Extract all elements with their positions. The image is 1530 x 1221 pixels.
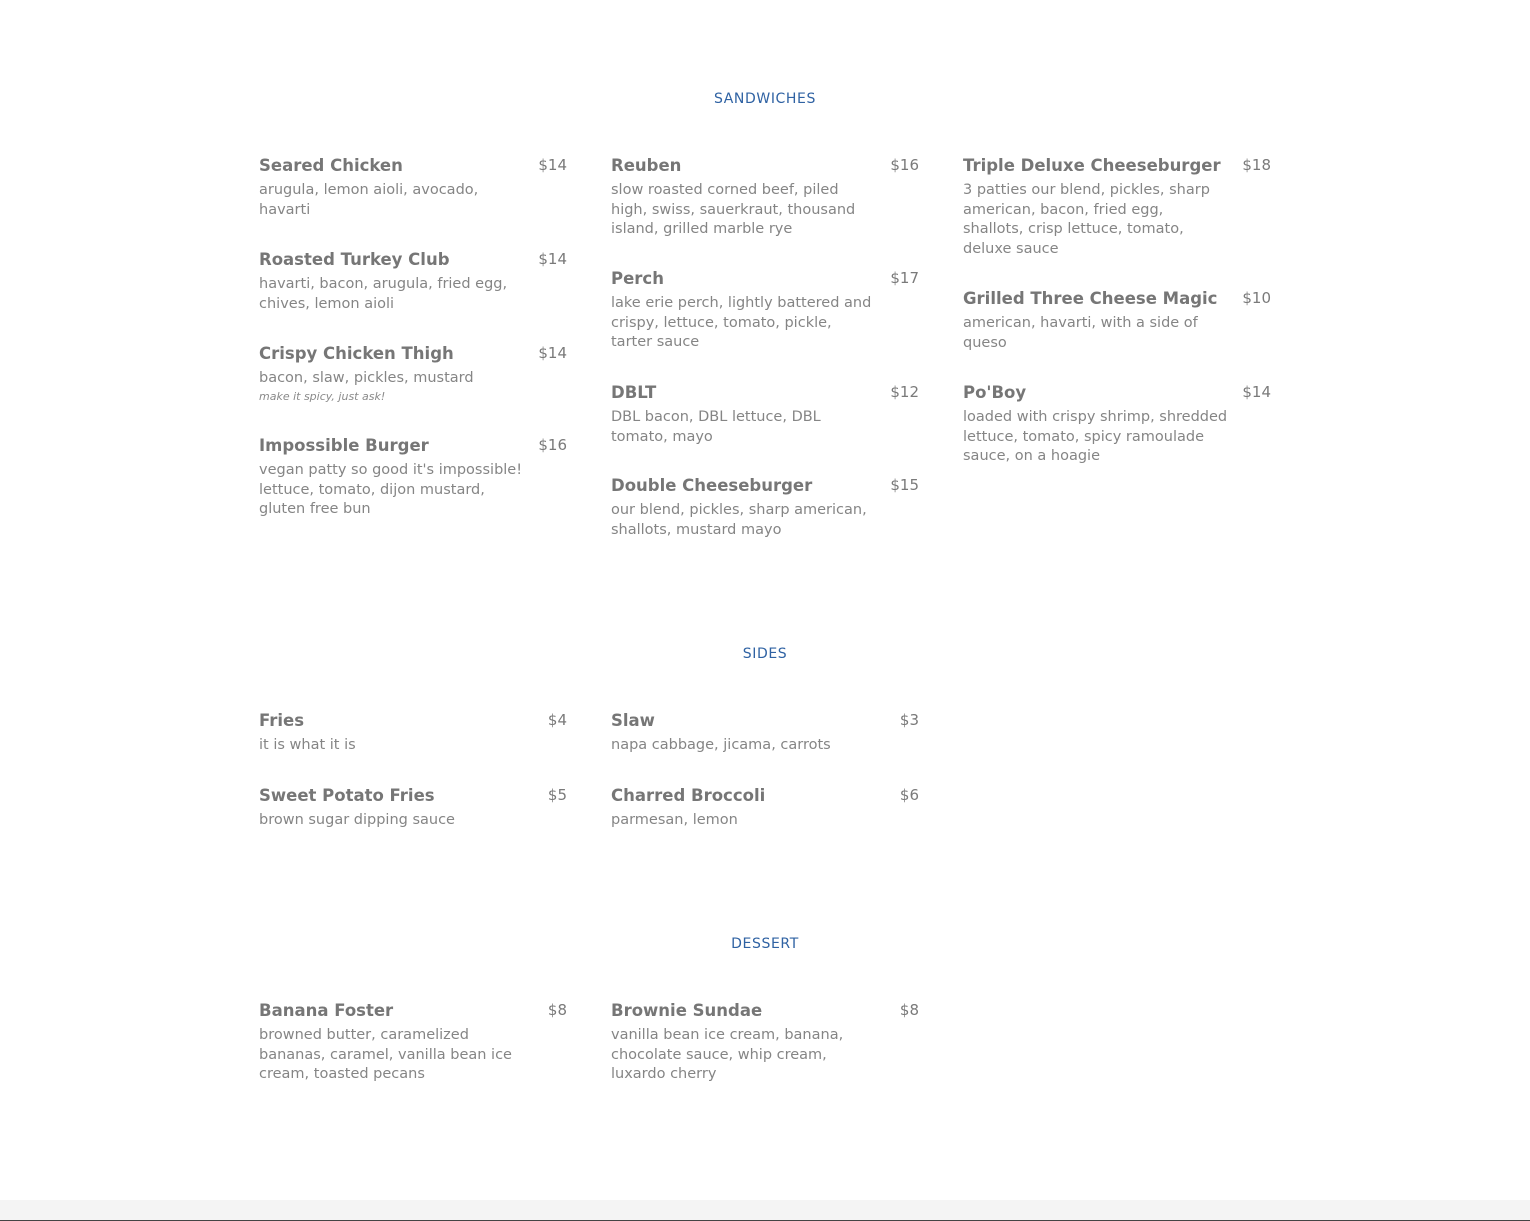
item-name: Po'Boy <box>963 383 1027 402</box>
menu-item <box>259 436 567 520</box>
item-price: $14 <box>1242 383 1271 401</box>
item-description: parmesan, lemon <box>611 812 738 828</box>
item-name: Charred Broccoli <box>611 786 766 805</box>
item-price: $14 <box>538 250 567 268</box>
item-price: $5 <box>547 786 567 804</box>
item-price: $14 <box>538 344 567 362</box>
item-description: arugula, lemon aioli, avocado, havarti <box>259 182 479 218</box>
item-name: Double Cheeseburger <box>611 476 813 495</box>
item-name: Fries <box>259 711 305 730</box>
item-description: brown sugar dipping sauce <box>259 812 455 828</box>
item-price: $18 <box>1242 156 1271 174</box>
item-description: loaded with crispy shrimp, shredded lettuce, tomato, spicy ramoulade sauce, on a hoagie <box>963 409 1228 465</box>
item-description: bacon, slaw, pickles, mustard <box>259 370 474 386</box>
item-description: our blend, pickles, sharp american, shallots, mustard mayo <box>611 502 867 538</box>
item-price: $17 <box>890 269 919 287</box>
menu-item <box>611 711 919 756</box>
menu-item <box>963 156 1271 259</box>
item-name: Triple Deluxe Cheeseburger <box>963 156 1221 175</box>
menu-item <box>611 383 919 447</box>
menu-item <box>259 786 567 831</box>
item-description: lake erie perch, lightly battered and crispy, lettuce, tomato, pickle, tarter sauce <box>611 295 872 351</box>
item-price: $16 <box>538 436 567 454</box>
item-description: DBL bacon, DBL lettuce, DBL tomato, mayo <box>611 409 821 445</box>
item-price: $14 <box>538 156 567 174</box>
item-name: Perch <box>611 269 664 288</box>
menu-item <box>611 786 919 831</box>
item-description: it is what it is <box>259 737 356 753</box>
menu-item <box>259 156 567 220</box>
item-description: havarti, bacon, arugula, fried egg, chives, lemon aioli <box>259 276 508 312</box>
menu-item <box>611 269 919 353</box>
item-price: $15 <box>890 476 919 494</box>
item-price: $12 <box>890 383 919 401</box>
item-name: Sweet Potato Fries <box>259 786 435 805</box>
menu-item <box>611 476 919 540</box>
item-description: browned butter, caramelized bananas, caramel, vanilla bean ice cream, toasted pecans <box>259 1027 512 1083</box>
menu-item <box>963 383 1271 467</box>
section-title-sandwiches: SANDWICHES <box>714 91 816 107</box>
item-description: vegan patty so good it's impossible! lettuce, tomato, dijon mustard, gluten free bun <box>259 462 523 518</box>
section-title-dessert: DESSERT <box>731 936 799 952</box>
menu-item <box>611 156 919 240</box>
item-price: $4 <box>547 711 567 729</box>
menu-item <box>963 289 1271 353</box>
item-price: $8 <box>547 1001 567 1019</box>
item-name: Impossible Burger <box>259 436 429 455</box>
item-description: american, havarti, with a side of queso <box>963 315 1198 351</box>
item-description: 3 patties our blend, pickles, sharp american, bacon, fried egg, shallots, crisp lettuce, tomato, deluxe sauce <box>963 182 1210 257</box>
item-name: Roasted Turkey Club <box>259 250 450 269</box>
item-name: Seared Chicken <box>259 156 403 175</box>
item-name: DBLT <box>611 383 657 402</box>
item-price: $6 <box>899 786 919 804</box>
item-name: Banana Foster <box>259 1001 394 1020</box>
item-name: Brownie Sundae <box>611 1001 763 1020</box>
menu-item <box>611 1001 919 1085</box>
item-description: vanilla bean ice cream, banana, chocolate sauce, whip cream, luxardo cherry <box>611 1027 844 1083</box>
item-note: make it spicy, just ask! <box>259 389 386 403</box>
footer-bar <box>0 1200 1530 1221</box>
item-price: $8 <box>899 1001 919 1019</box>
item-name: Slaw <box>611 711 655 730</box>
item-description: slow roasted corned beef, piled high, swiss, sauerkraut, thousand island, grilled marble rye <box>611 182 856 238</box>
item-price: $16 <box>890 156 919 174</box>
item-price: $10 <box>1242 289 1271 307</box>
menu-item <box>259 250 567 314</box>
item-name: Grilled Three Cheese Magic <box>963 289 1218 308</box>
menu-item <box>259 711 567 756</box>
menu-item <box>259 1001 567 1085</box>
item-price: $3 <box>899 711 919 729</box>
menu-item <box>259 344 567 403</box>
section-title-sides: SIDES <box>742 646 788 662</box>
item-description: napa cabbage, jicama, carrots <box>611 737 831 753</box>
item-name: Crispy Chicken Thigh <box>259 344 454 363</box>
item-name: Reuben <box>611 156 682 175</box>
